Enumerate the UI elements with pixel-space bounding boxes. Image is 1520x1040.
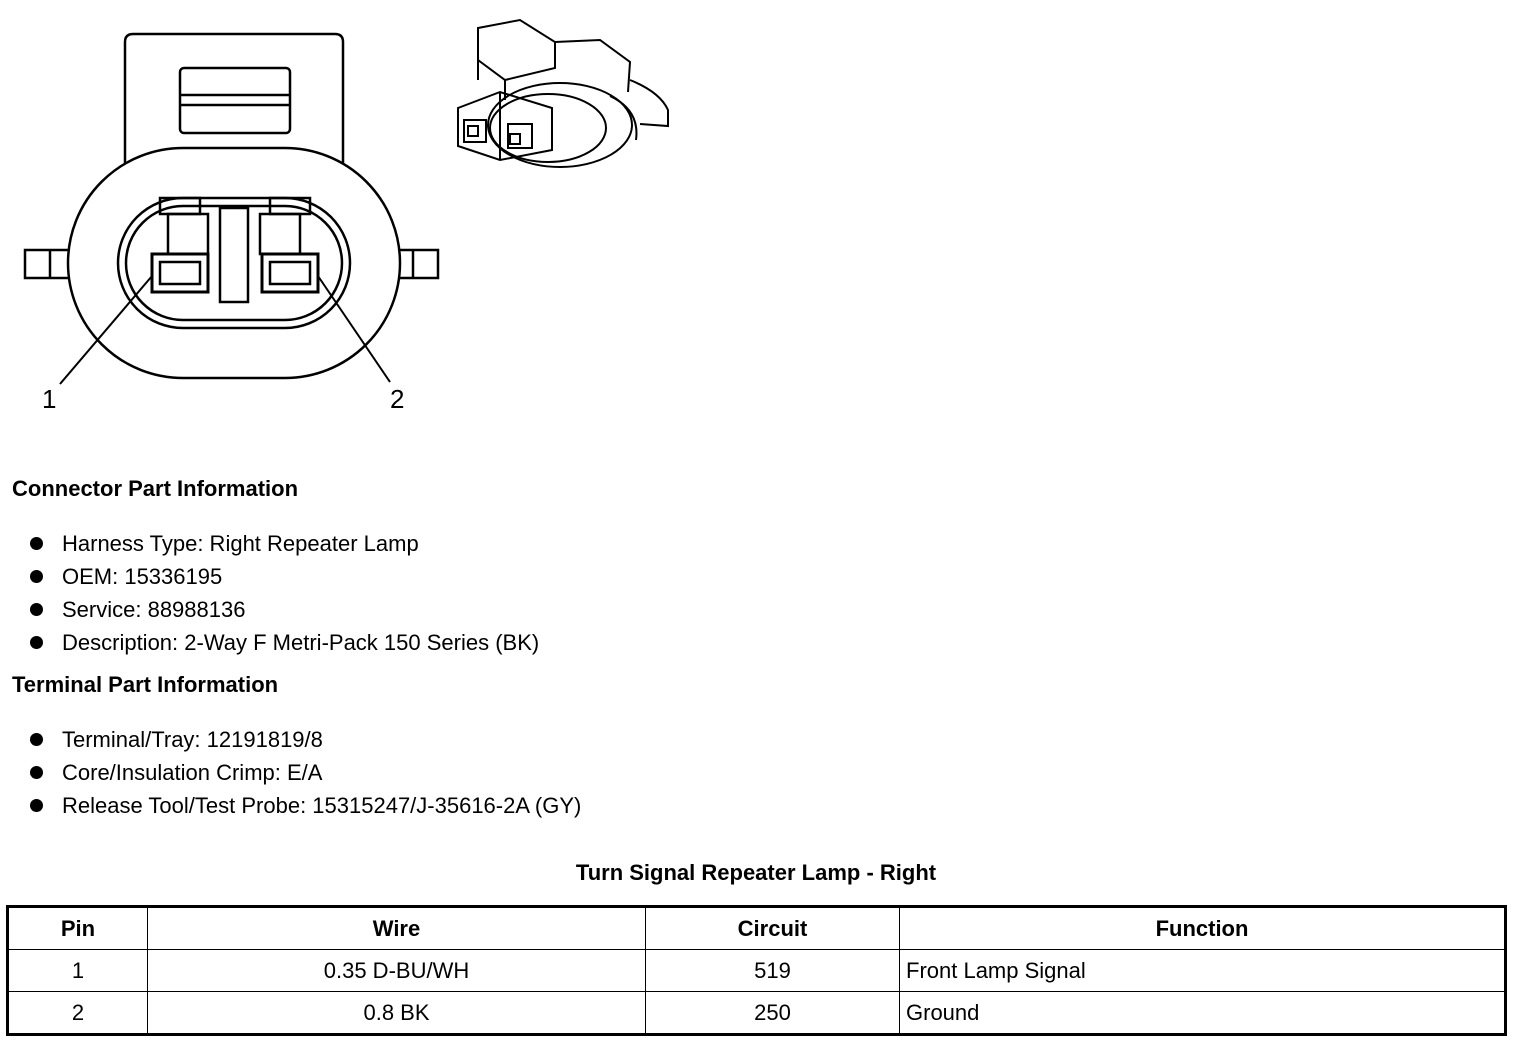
latch-tab: [180, 68, 290, 133]
table-header-row: [8, 907, 1506, 950]
bullet-icon: [30, 733, 43, 746]
wire-cell: 0.35 D-BU/WH: [148, 950, 646, 992]
bullet-icon: [30, 570, 43, 583]
terminal-part-info-list: [30, 723, 581, 822]
list-item: Description: 2-Way F Metri-Pack 150 Series (BK): [30, 626, 539, 659]
column-header-function: Function: [900, 907, 1506, 950]
column-header-pin: Pin: [8, 907, 148, 950]
connector-diagram: [0, 0, 1520, 440]
pin-cell: 1: [8, 950, 148, 992]
pin-cell: 2: [8, 992, 148, 1035]
table-row: [8, 992, 1506, 1035]
table-title: Turn Signal Repeater Lamp - Right: [575, 860, 937, 885]
bullet-icon: [30, 799, 43, 812]
bullet-icon: [30, 537, 43, 550]
list-item: OEM: 15336195: [30, 560, 539, 593]
bullet-icon: [30, 603, 43, 616]
circuit-cell: 519: [646, 950, 900, 992]
function-cell: Front Lamp Signal: [900, 950, 1506, 992]
wire-cell: 0.8 BK: [148, 992, 646, 1035]
terminal-part-info-heading: Terminal Part Information: [12, 672, 279, 697]
column-header-wire: Wire: [148, 907, 646, 950]
function-cell: Ground: [900, 992, 1506, 1035]
table-row: [8, 950, 1506, 992]
pinout-table: [6, 905, 1507, 1036]
pin-2-callout: 2: [390, 384, 405, 414]
connector-part-info-heading: Connector Part Information: [12, 476, 299, 501]
latch-housing: [125, 34, 343, 165]
list-item: Harness Type: Right Repeater Lamp: [30, 527, 539, 560]
list-item: Core/Insulation Crimp: E/A: [30, 756, 581, 789]
bullet-icon: [30, 766, 43, 779]
list-item: Service: 88988136: [30, 593, 539, 626]
column-header-circuit: Circuit: [646, 907, 900, 950]
circuit-cell: 250: [646, 992, 900, 1035]
connector-isometric-drawing: [458, 20, 668, 167]
bullet-icon: [30, 636, 43, 649]
list-item: Terminal/Tray: 12191819/8: [30, 723, 581, 756]
list-item: Release Tool/Test Probe: 15315247/J-35616-2A (GY): [30, 789, 581, 822]
connector-part-info-list: [30, 527, 539, 659]
connector-face-drawing: [0, 0, 1520, 440]
pin-1-callout: 1: [42, 384, 57, 414]
